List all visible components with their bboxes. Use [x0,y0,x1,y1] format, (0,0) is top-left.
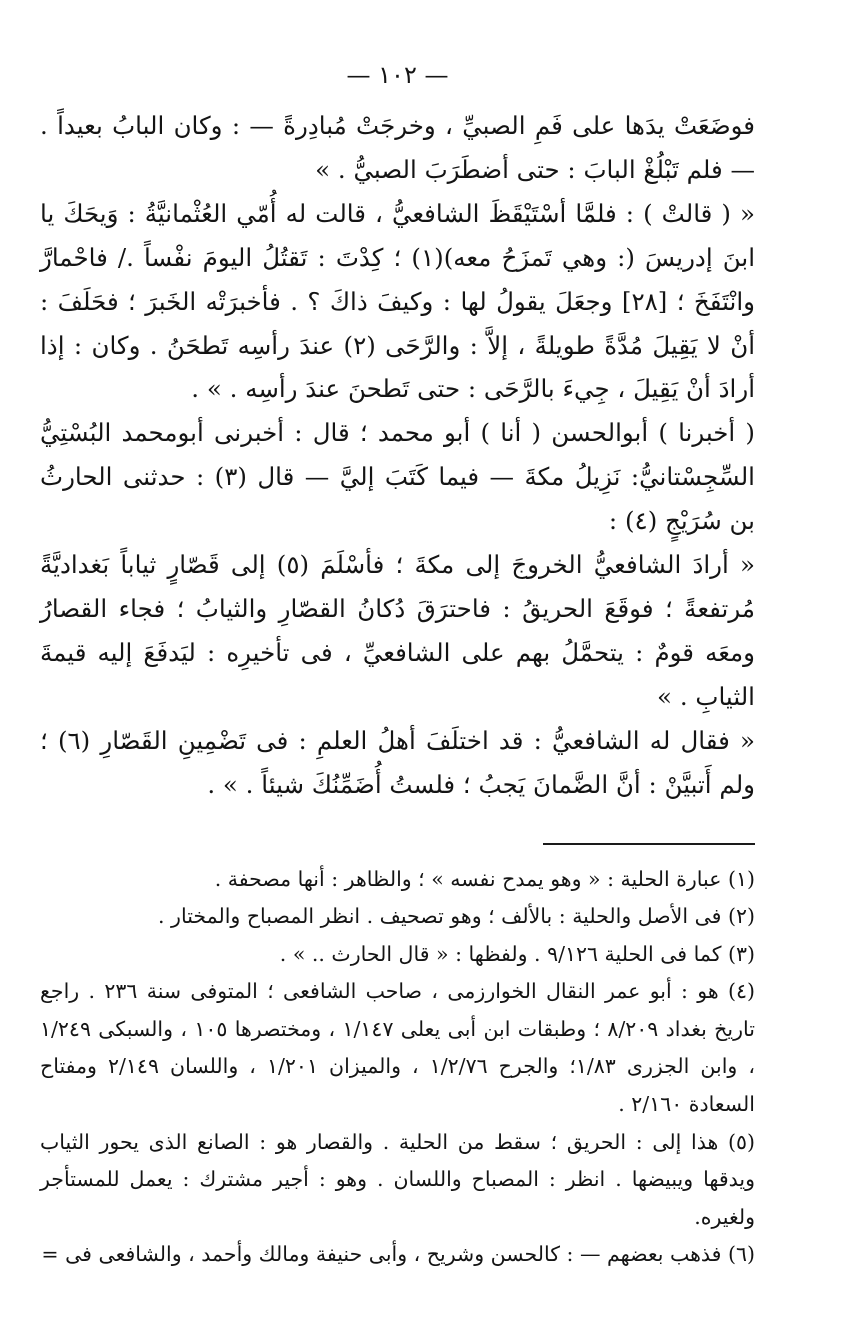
footnote: (٤) هو : أبو عمر النقال الخوارزمى ، صاحب الشافعى ؛ المتوفى سنة ٢٣٦ . راجع تاريخ بغداد ٨/٢٠٩ ؛ وطبقات ابن أبى يعلى ١/١٤٧ ، ومختصرها ١٠٥ ، والسبكى ١/٢٤٩ ، وابن الجزرى ١/٨٣؛ والجرح ١/٢/٧٦ ، والميزان ١/٢٠١ ، واللسان ٢/١٤٩ ومفتاح السعادة ٢/١٦٠ . [40,979,755,1117]
page-number: — ١٠٢ — [346,61,449,89]
main-text [40,104,755,807]
footnote-divider [543,843,755,845]
footnote: (٦) فذهب بعضهم — : كالحسن وشريح ، وأبى حنيفة ومالك وأحمد ، والشافعى فى = [41,1242,755,1267]
paragraph: ( أخبرنا ) أبوالحسن ( أنا ) أبو محمد ؛ قال : أخبرنى أبومحمد البُسْتِيُّ السِّجِسْتانيُّ: نَزِيلُ مكةَ — فيما كَتَبَ إليَّ — قال (٣) : حدثنى الحارثُ بن سُرَيْجٍ (٤) : [40,418,755,536]
footnote: (١) عبارة الحلية : « وهو يمدح نفسه » ؛ والظاهر : أنها مصحفة . [214,866,755,891]
paragraph: « فقال له الشافعيُّ : قد اختلَفَ أهلُ العلمِ : فى تَضْمِينِ القَصّارِ (٦) ؛ ولم أَتبيَّنْ : أنَّ الضَّمانَ يَجبُ ؛ فلستُ أُضَمِّنُكَ شيئاً . » . [40,725,755,799]
paragraph: « ( قالتْ ) : فلمَّا أسْتَيْقَظَ الشافعيُّ ، قالت له أُمّي العُثْمانيَّةُ : وَيحَكَ يا ابنَ إدريسَ (: وهي تَمزَحُ معه)(١) ؛ كِدْتَ : تَقتُلُ اليومَ نفْساً ./ فاحْمارَّ وانْتَفَخَ ؛ [٢٨] وجعَلَ يقولُ لها : وكيفَ ذاكَ ؟ . فأخبرَتْه الخَبرَ ؛ فحَلَفَ : أنْ لا يَقِيلَ مُدَّةً طويلةً ، إلاَّ : والرَّحَى (٢) عندَ رأسِه تَطحَنُ . وكان : إذا أرادَ أنْ يَقِيلَ ، جِيءَ بالرَّحَى : حتى تَطحنَ عندَ رأسِه . » . [40,198,756,404]
paragraph: « أرادَ الشافعيُّ الخروجَ إلى مكةَ ؛ فأسْلَمَ (٥) إلى قَصّارٍ ثياباً بَغداديَّةً مُرتفعةً ؛ فوقَعَ الحريقُ : فاحترَقَ دُكانُ القصّارِ والثيابُ ؛ فجاء القصارُ ومعَه قومٌ : يتحمَّلُ بهم على الشافعيِّ ، فى تأخيرِه : ليَدفَعَ إليه قيمةَ الثيابِ . » [40,550,755,711]
footnote: (٣) كما فى الحلية ٩/١٢٦ . ولفظها : « قال الحارث .. » . [279,941,755,966]
footnote: (٥) هذا إلى : الحريق ؛ سقط من الحلية . والقصار هو : الصانع الذى يحور الثياب ويدقها ويبيضها . انظر : المصباح واللسان . وهو : أجير مشترك : يعمل للمستأجر ولغيره. [40,1129,755,1229]
footnote: (٢) فى الأصل والحلية : بالألف ؛ وهو تصحيف . انظر المصباح والمختار . [158,904,755,929]
paragraph: فوضَعَتْ يدَها على فَمِ الصبيِّ ، وخرجَتْ مُبادِرةً — : وكان البابُ بعيداً .— فلم تَبْلُغْ البابَ : حتى أضطَرَبَ الصبيُّ . » [40,111,755,184]
footnotes [40,861,755,1275]
